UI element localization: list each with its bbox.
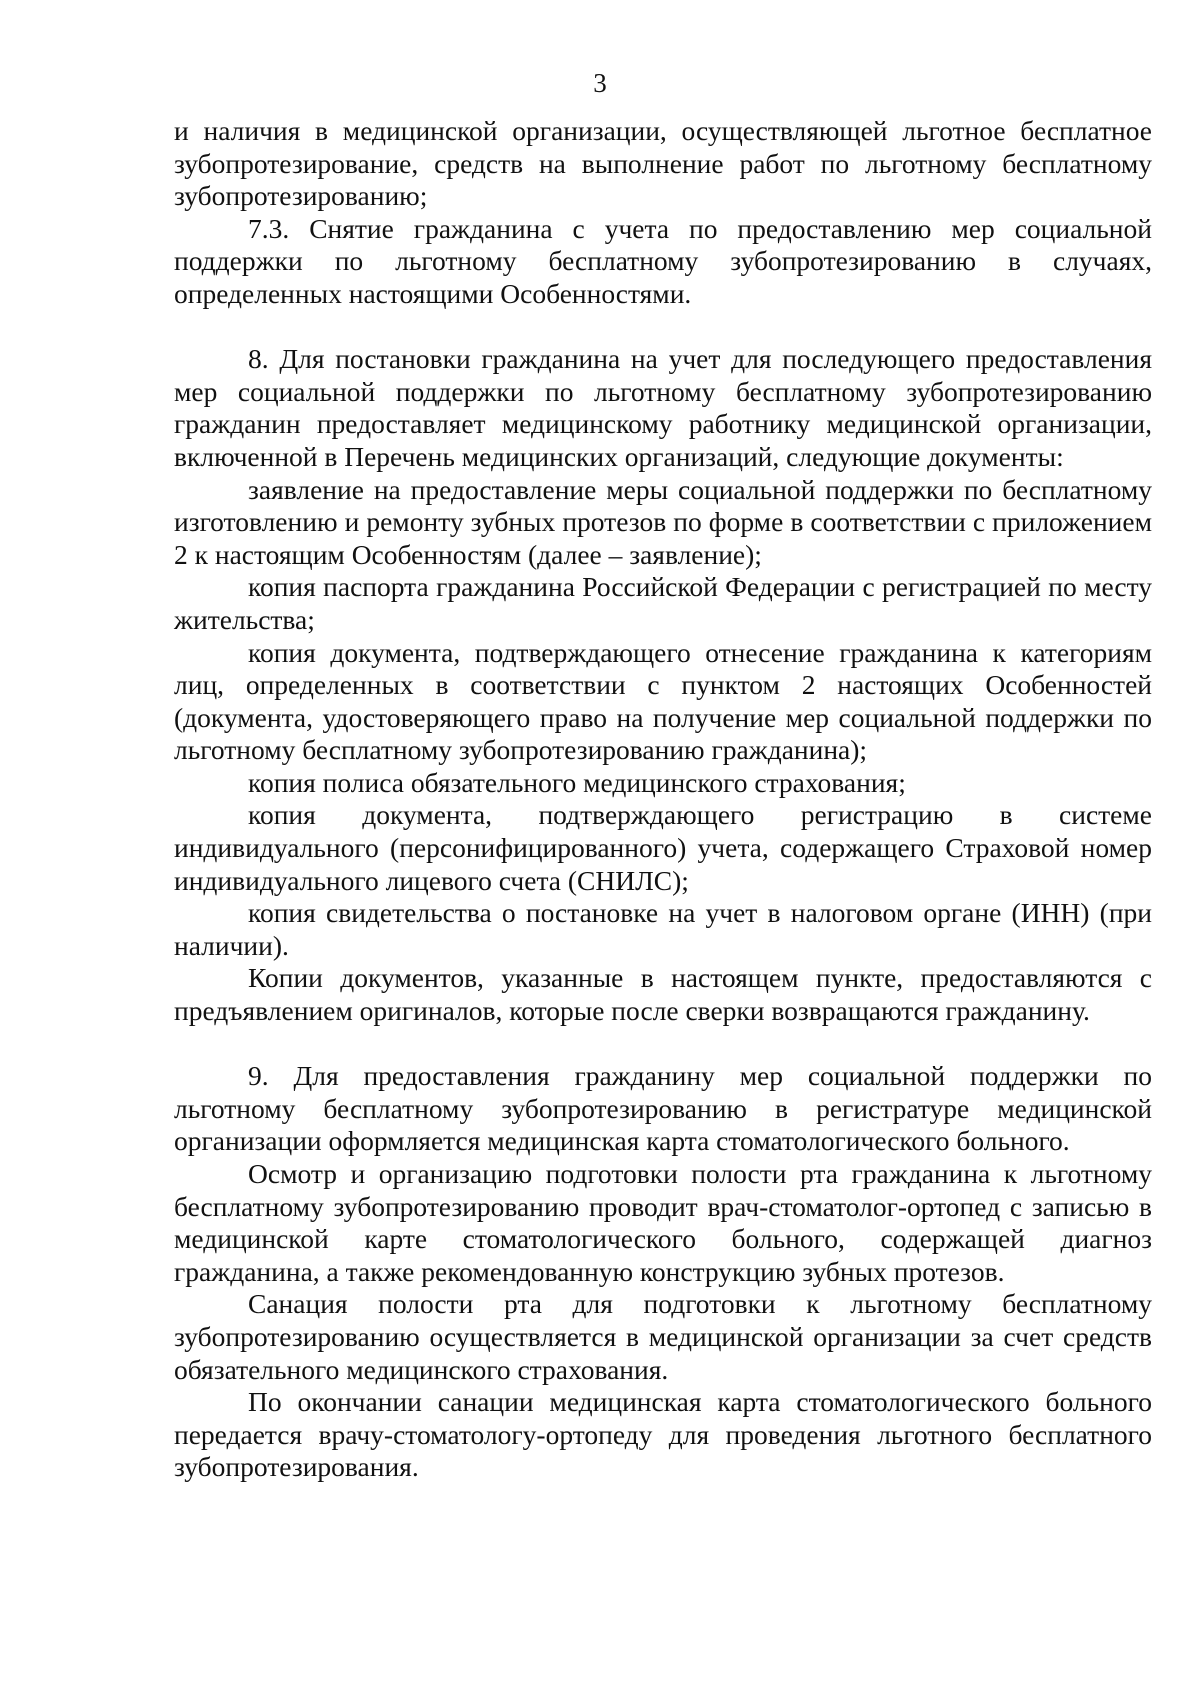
page-number: 3 bbox=[593, 68, 607, 98]
paragraph: Копии документов, указанные в настоящем пункте, предоставляются с предъявлением оригиналов, которые после сверки возвращаются гражданину. bbox=[174, 962, 1152, 1027]
paragraph: 9. Для предоставления гражданину мер социальной поддержки по льготному бесплатному зубопротезированию в регистратуре медицинской организации оформляется медицинская карта стоматологического больного. bbox=[174, 1060, 1152, 1157]
paragraph: заявление на предоставление меры социальной поддержки по бесплатному изготовлению и ремонту зубных протезов по форме в соответствии с приложением 2 к настоящим Особенностям (далее – заявление); bbox=[174, 473, 1152, 570]
paragraph: копия свидетельства о постановке на учет в налоговом органе (ИНН) (при наличии). bbox=[174, 897, 1152, 961]
paragraph: копия документа, подтверждающего отнесение гражданина к категориям лиц, определенных в соответствии с пунктом 2 настоящих Особенностей (документа, удостоверяющего право на получение мер социальной поддержки по льготному бесплатному зубопротезированию гражданина); bbox=[174, 636, 1152, 766]
paragraph: копия паспорта гражданина Российской Федерации с регистрацией по месту жительства; bbox=[174, 571, 1152, 635]
paragraph: и наличия в медицинской организации, осуществляющей льготное бесплатное зубопротезирование, средств на выполнение работ по льготному бесплатному зубопротезированию; bbox=[174, 115, 1152, 212]
paragraph: 8. Для постановки гражданина на учет для последующего предоставления мер социальной поддержки по льготному бесплатному зубопротезированию гражданин предоставляет медицинскому работнику медицинской организации, включенной в Перечень медицинских организаций, следующие документы: bbox=[174, 343, 1152, 472]
paragraph: копия полиса обязательного медицинского страхования; bbox=[248, 766, 906, 798]
paragraph: Санация полости рта для подготовки к льготному бесплатному зубопротезированию осуществляется в медицинской организации за счет средств обязательного медицинского страхования. bbox=[174, 1288, 1152, 1385]
paragraph: Осмотр и организацию подготовки полости рта гражданина к льготному бесплатному зубопротезированию проводит врач-стоматолог-ортопед с записью в медицинской карте стоматологического больного, содержащей диагноз гражданина, а также рекомендованную конструкцию зубных протезов. bbox=[174, 1158, 1152, 1287]
paragraph: По окончании санации медицинская карта стоматологического больного передается врачу-стоматологу-ортопеду для проведения льготного бесплатного зубопротезирования. bbox=[174, 1386, 1152, 1483]
paragraph: копия документа, подтверждающего регистрацию в системе индивидуального (персонифицированного) учета, содержащего Страховой номер индивидуального лицевого счета (СНИЛС); bbox=[174, 799, 1152, 896]
document-body bbox=[174, 115, 1152, 1484]
paragraph: 7.3. Снятие гражданина с учета по предоставлению мер социальной поддержки по льготному бесплатному зубопротезированию в случаях, определенных настоящими Особенностями. bbox=[174, 212, 1152, 309]
